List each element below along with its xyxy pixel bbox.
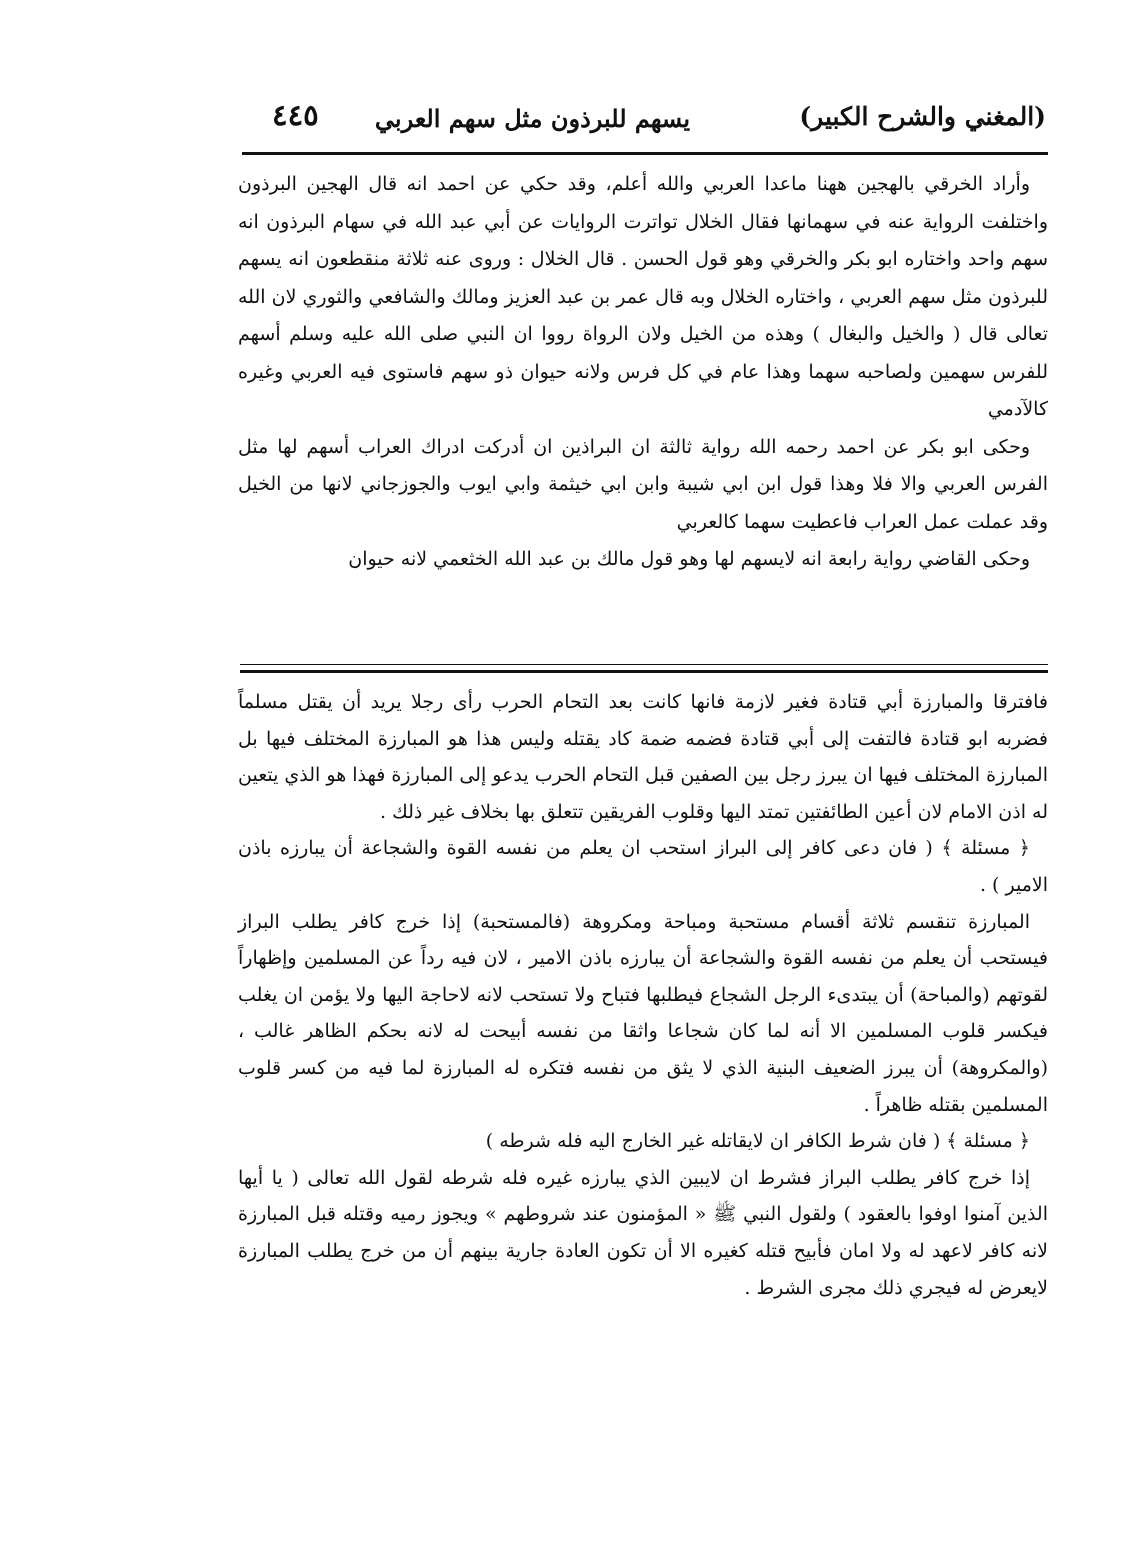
masala-heading-1: ﴿ مسئلة ﴾ ( فان دعى كافر إلى البراز استحب ان يعلم من نفسه القوة والشجاعة أن يبارزه باذن الامير ) . xyxy=(238,837,1048,896)
footnote-divider xyxy=(240,664,1048,665)
footnote-text xyxy=(238,684,1048,1306)
section-title: يسهم للبرذون مثل سهم العربي xyxy=(374,104,690,133)
footnote-divider-thick xyxy=(240,670,1048,673)
footnote-paragraph-1: فافترقا والمبارزة أبي قتادة فغير لازمة فانها كانت بعد التحام الحرب رأى رجلا يريد أن يقتل مسلماً فضربه ابو قتادة فالتفت إلى أبي قتادة فضمه ضمة كاد يقتله وليس هذا هو المبارزة المختلف فيها بل المبارزة المختلف فيها ان يبرز رجل بين الصفين قبل التحام الحرب يدعو إلى المبارزة فهذا هو الذي يتعين له اذن الامام لان أعين الطائفتين تمتد اليها وقلوب الفريقين تتعلق بها بخلاف غير ذلك . xyxy=(238,691,1048,823)
running-title: (المغني والشرح الكبير) xyxy=(799,102,1046,131)
main-paragraph-3: وحكى القاضي رواية رابعة انه لايسهم لها وهو قول مالك بن عبد الله الخثعمي لانه حيوان xyxy=(348,548,1030,570)
footnote-paragraph-3: إذا خرج كافر يطلب البراز فشرط ان لايبين الذي يبارزه غيره فله شرطه لقول الله تعالى ( يا أيها الذين آمنوا اوفوا بالعقود ) ولقول النبي ﷺ « المؤمنون عند شروطهم » ويجوز رميه وقتله قبل المبارزة لانه كافر لاعهد له ولا امان فأبيح قتله كغيره الا أن تكون العادة جارية بينهم أن من خرج يطلب المبارزة لايعرض له فيجري ذلك مجرى الشرط . xyxy=(238,1166,1048,1299)
main-paragraph-1: وأراد الخرقي بالهجين ههنا ماعدا العربي والله أعلم، وقد حكي عن احمد انه قال الهجين البرذون واختلفت الرواية عنه في سهمانها فقال الخلال تواترت الروايات عن أبي عبد الله في سهام البرذون انه سهم واحد واختاره ابو بكر والخرقي وهو قول الحسن . قال الخلال : وروى عنه ثلاثة منقطعون انه يسهم للبرذون مثل سهم العربي ، واختاره الخلال وبه قال عمر بن عبد العزيز ومالك والشافعي والثوري لان الله تعالى قال ( والخيل والبغال ) وهذه من الخيل ولان الرواة رووا ان النبي صلى الله عليه وسلم أسهم للفرس سهمين ولصاحبه سهما وهذا عام في كل فرس ولانه حيوان ذو سهم فاستوى فيه العربي وغيره كالآدمي xyxy=(238,173,1048,420)
main-paragraph-2: وحكى ابو بكر عن احمد رحمه الله رواية ثالثة ان البراذين ان أدركت ادراك العراب أسهم لها مثل الفرس العربي والا فلا وهذا قول ابن ابي شيبة وابن ابي خيثمة وابي ايوب والجوزجاني لانها من الخيل وقد عملت عمل العراب فاعطيت سهما كالعربي xyxy=(238,435,1048,533)
footnote-paragraph-2: المبارزة تنقسم ثلاثة أقسام مستحبة ومباحة ومكروهة (فالمستحبة) إذا خرج كافر يطلب البراز فيستحب أن يعلم من نفسه القوة والشجاعة أن يبارزه باذن الامير ، لان فيه رداً عن المسلمين وإظهاراً لقوتهم (والمباحة) أن يبتدىء الرجل الشجاع فيطلبها فتباح ولا تستحب لانه لاحاجة اليها ولا يؤمن ان يغلب فيكسر قلوب المسلمين الا أنه لما كان شجاعا واثقا من نفسه أبيحت له لانه بحكم الظاهر غالب ، (والمكروهة) أن يبرز الضعيف البنية الذي لا يثق من نفسه فتكره له المبارزة لما فيه من كسر قلوب المسلمين بقتله ظاهراً . xyxy=(238,910,1048,1116)
page-number: ٤٤٥ xyxy=(272,98,319,132)
main-text xyxy=(238,166,1048,579)
masala-heading-2: ﴿ مسئلة ﴾ ( فان شرط الكافر ان لايقاتله غير الخارج اليه فله شرطه ) xyxy=(485,1130,1030,1153)
page-header xyxy=(242,96,1046,144)
header-rule xyxy=(242,152,1048,155)
